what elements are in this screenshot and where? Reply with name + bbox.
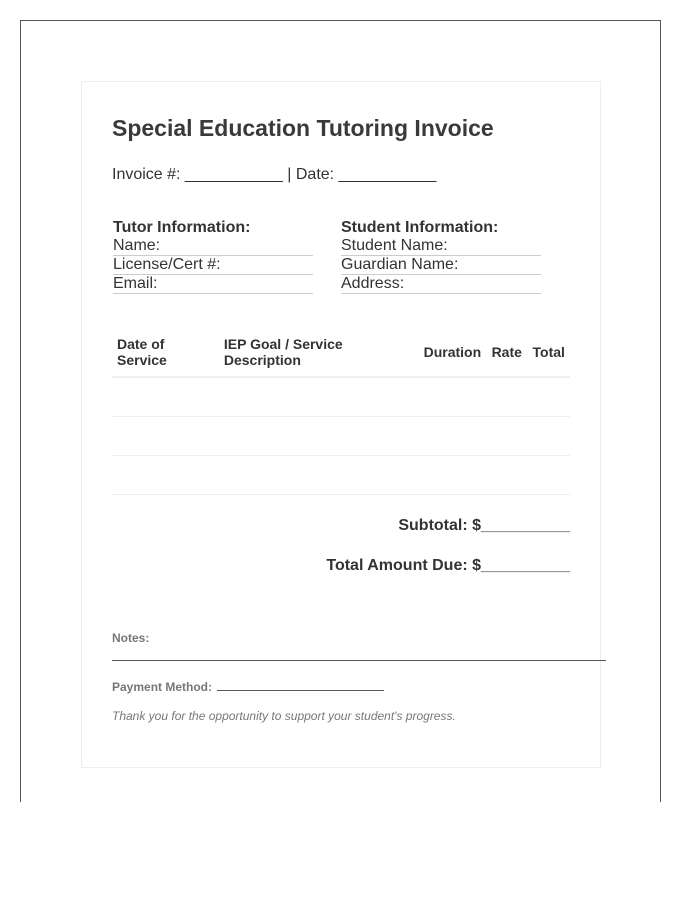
row-date-cell[interactable] — [112, 456, 219, 495]
total-due-line: Total Amount Due: $__________ — [326, 557, 570, 574]
table-row — [112, 456, 570, 495]
tutor-name-field[interactable]: Name: — [113, 237, 313, 256]
row-date-cell[interactable] — [112, 417, 219, 456]
table-row — [112, 417, 570, 456]
guardian-name-field[interactable]: Guardian Name: — [341, 256, 541, 275]
row-total-cell[interactable] — [528, 377, 570, 417]
row-description-cell[interactable] — [219, 417, 419, 456]
address-field[interactable]: Address: — [341, 275, 541, 294]
row-description-cell[interactable] — [219, 456, 419, 495]
row-rate-cell[interactable] — [487, 417, 528, 456]
service-table — [112, 327, 570, 495]
tutor-email-field[interactable]: Email: — [113, 275, 313, 294]
payment-method-label: Payment Method: — [112, 680, 213, 694]
tutor-info-heading: Tutor Information: — [113, 219, 251, 236]
payment-method-blank[interactable] — [217, 679, 384, 691]
thank-you-note: Thank you for the opportunity to support your student's progress. — [112, 709, 456, 723]
row-description-cell[interactable] — [219, 377, 419, 417]
row-rate-cell[interactable] — [487, 456, 528, 495]
tutor-information — [113, 218, 313, 294]
student-name-field[interactable]: Student Name: — [341, 237, 541, 256]
column-header-date: Date of Service — [112, 327, 219, 377]
subtotal-line: Subtotal: $__________ — [398, 517, 570, 534]
tutor-license-field[interactable]: License/Cert #: — [113, 256, 313, 275]
column-header-rate: Rate — [487, 327, 528, 377]
row-duration-cell[interactable] — [419, 456, 487, 495]
student-information — [341, 218, 541, 294]
row-rate-cell[interactable] — [487, 377, 528, 417]
column-header-description: IEP Goal / Service Description — [219, 327, 419, 377]
notes-label: Notes: — [112, 631, 150, 645]
row-duration-cell[interactable] — [419, 377, 487, 417]
column-header-duration: Duration — [419, 327, 487, 377]
notes-line[interactable] — [112, 660, 606, 661]
invoice-title: Special Education Tutoring Invoice — [112, 115, 494, 141]
invoice-meta-line: Invoice #: ___________ | Date: ___________ — [112, 166, 437, 183]
payment-method-line — [112, 679, 384, 694]
row-date-cell[interactable] — [112, 377, 219, 417]
row-total-cell[interactable] — [528, 417, 570, 456]
student-info-heading: Student Information: — [341, 219, 499, 236]
row-total-cell[interactable] — [528, 456, 570, 495]
table-row — [112, 377, 570, 417]
table-header-row — [112, 327, 570, 377]
column-header-total: Total — [528, 327, 570, 377]
row-duration-cell[interactable] — [419, 417, 487, 456]
